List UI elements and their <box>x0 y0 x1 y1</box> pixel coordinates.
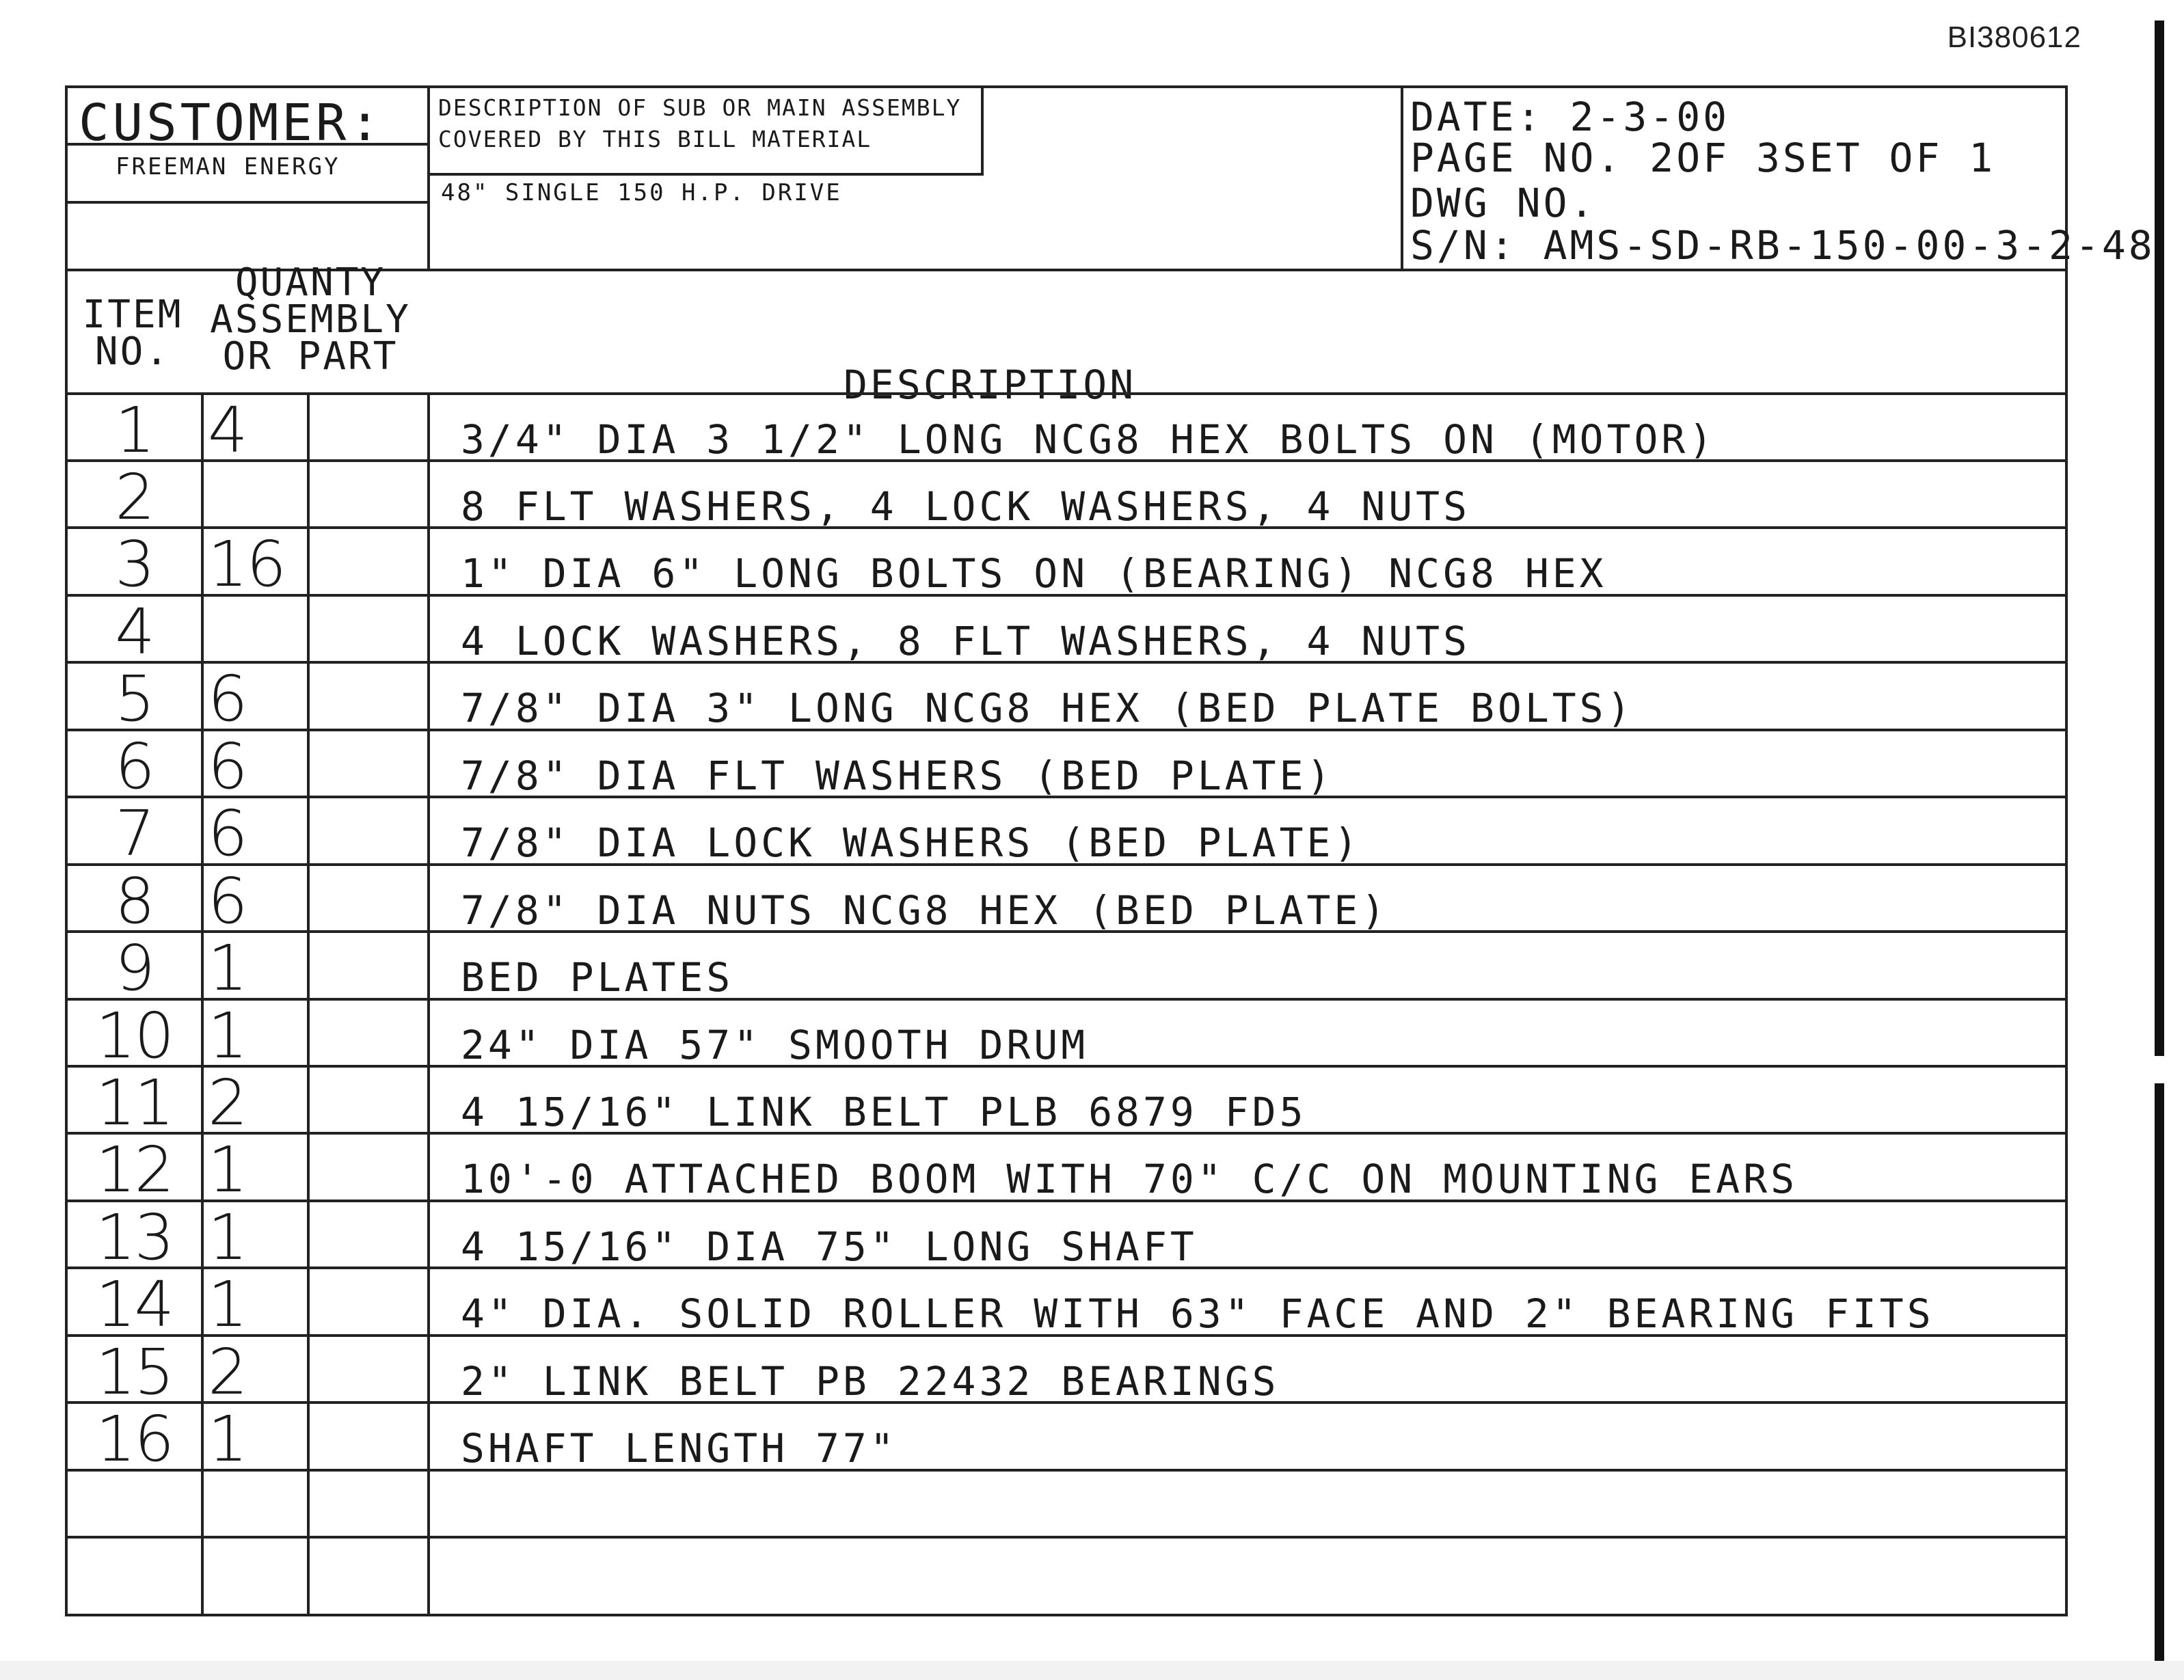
item-quantity: 1 <box>208 1268 247 1341</box>
row-divider <box>68 796 2068 798</box>
bill-of-material-form <box>65 85 2155 1616</box>
item-number: 14 <box>95 1268 174 1341</box>
item-number: 16 <box>95 1403 174 1476</box>
item-description: 4 LOCK WASHERS, 8 FLT WASHERS, 4 NUTS <box>461 618 1471 664</box>
item-description: 24" DIA 57" SMOOTH DRUM <box>461 1022 1089 1068</box>
row-divider <box>68 729 2068 731</box>
row-divider <box>68 661 2068 664</box>
divider <box>68 201 427 204</box>
item-description: 4" DIA. SOLID ROLLER WITH 63" FACE AND 2" BEARING FITS <box>461 1290 1934 1337</box>
item-number: 7 <box>115 797 154 870</box>
qty-header-line2: ASSEMBLY <box>210 297 411 342</box>
drawing-info-box <box>1401 88 2155 271</box>
assembly-description-label-box <box>430 88 984 176</box>
item-description: 8 FLT WASHERS, 4 LOCK WASHERS, 4 NUTS <box>461 483 1471 530</box>
qty-header-line3: OR PART <box>222 334 399 379</box>
item-description: 10'-0 ATTACHED BOOM WITH 70" C/C ON MOUNTING EARS <box>461 1156 1798 1202</box>
item-number: 2 <box>115 461 154 534</box>
row-divider <box>68 1200 2068 1202</box>
row-divider <box>68 1401 2068 1404</box>
row-divider <box>68 526 2068 529</box>
item-column-header <box>75 293 191 374</box>
item-description: 7/8" DIA 3" LONG NCG8 HEX (BED PLATE BOLTS) <box>461 685 1634 731</box>
item-description: 1" DIA 6" LONG BOLTS ON (BEARING) NCG8 HEX <box>461 550 1607 597</box>
item-number: 9 <box>115 932 154 1005</box>
item-quantity: 16 <box>208 528 286 601</box>
item-number: 13 <box>95 1201 174 1274</box>
item-number: 11 <box>95 1066 174 1139</box>
scan-bottom-margin <box>0 1661 2184 1680</box>
item-number: 8 <box>115 865 154 938</box>
item-quantity: 1 <box>208 1133 247 1206</box>
column-divider <box>201 392 204 1614</box>
item-header-line2: NO. <box>94 329 171 374</box>
item-description: 7/8" DIA NUTS NCG8 HEX (BED PLATE) <box>461 887 1389 934</box>
scan-edge-gap <box>2153 1056 2166 1083</box>
item-description: 4 15/16" DIA 75" LONG SHAFT <box>461 1223 1198 1270</box>
column-divider <box>427 392 430 1614</box>
customer-label: CUSTOMER: <box>79 94 383 152</box>
item-number: 10 <box>95 999 174 1072</box>
qty-header-line1: QUANTY <box>234 260 386 305</box>
item-number: 4 <box>115 595 154 668</box>
item-quantity: 6 <box>208 730 247 803</box>
item-description: 4 15/16" LINK BELT PLB 6879 FD5 <box>461 1089 1307 1135</box>
dwg-field: DWG NO. <box>1410 180 1597 226</box>
row-divider <box>68 1334 2068 1337</box>
customer-box <box>68 88 430 271</box>
row-divider <box>68 1132 2068 1135</box>
document-id: BI380612 <box>1947 21 2081 54</box>
row-divider <box>68 1536 2068 1539</box>
item-quantity: 1 <box>208 1201 247 1274</box>
customer-name: FREEMAN ENERGY <box>116 153 340 180</box>
scan-edge <box>2155 21 2164 1675</box>
assembly-description-label-line2: COVERED BY THIS BILL MATERIAL <box>438 126 872 152</box>
item-quantity: 1 <box>208 932 247 1005</box>
description-column-header: DESCRIPTION <box>844 362 1137 408</box>
quantity-column-header <box>201 260 420 379</box>
page-field: PAGE NO. 2OF 3SET OF 1 <box>1410 135 1996 181</box>
row-divider <box>68 930 2068 933</box>
item-number: 1 <box>115 394 154 467</box>
item-number: 5 <box>115 662 154 735</box>
item-description: 2" LINK BELT PB 22432 BEARINGS <box>461 1358 1280 1405</box>
item-description: 3/4" DIA 3 1/2" LONG NCG8 HEX BOLTS ON (MOTOR) <box>461 416 1716 463</box>
item-quantity: 1 <box>208 1403 247 1476</box>
item-number: 12 <box>95 1133 174 1206</box>
row-divider <box>68 1469 2068 1472</box>
serial-field: S/N: AMS-SD-RB-150-00-3-2-48 <box>1410 222 2155 269</box>
row-divider <box>68 459 2068 462</box>
item-number: 15 <box>95 1336 174 1409</box>
item-header-line1: ITEM <box>82 293 183 337</box>
divider <box>68 143 427 146</box>
item-quantity: 4 <box>208 394 247 467</box>
row-divider <box>68 1065 2068 1068</box>
item-quantity: 2 <box>208 1066 247 1139</box>
date-field: DATE: 2-3-00 <box>1410 94 1730 140</box>
item-description: 7/8" DIA FLT WASHERS (BED PLATE) <box>461 753 1334 799</box>
divider <box>68 392 2068 395</box>
item-quantity: 6 <box>208 797 247 870</box>
row-divider <box>68 594 2068 597</box>
row-divider <box>68 1266 2068 1269</box>
item-description: BED PLATES <box>461 954 734 1001</box>
item-description: 7/8" DIA LOCK WASHERS (BED PLATE) <box>461 819 1362 866</box>
assembly-description-label <box>438 92 961 155</box>
row-divider <box>68 998 2068 1001</box>
item-number: 6 <box>115 730 154 803</box>
item-quantity: 6 <box>208 662 247 735</box>
item-quantity: 2 <box>208 1336 247 1409</box>
item-quantity: 6 <box>208 865 247 938</box>
item-number: 3 <box>115 528 154 601</box>
item-description: SHAFT LENGTH 77" <box>461 1425 898 1472</box>
item-quantity: 1 <box>208 999 247 1072</box>
row-divider <box>68 863 2068 866</box>
assembly-description-label-line1: DESCRIPTION OF SUB OR MAIN ASSEMBLY <box>438 94 962 121</box>
assembly-description: 48" SINGLE 150 H.P. DRIVE <box>441 179 842 206</box>
